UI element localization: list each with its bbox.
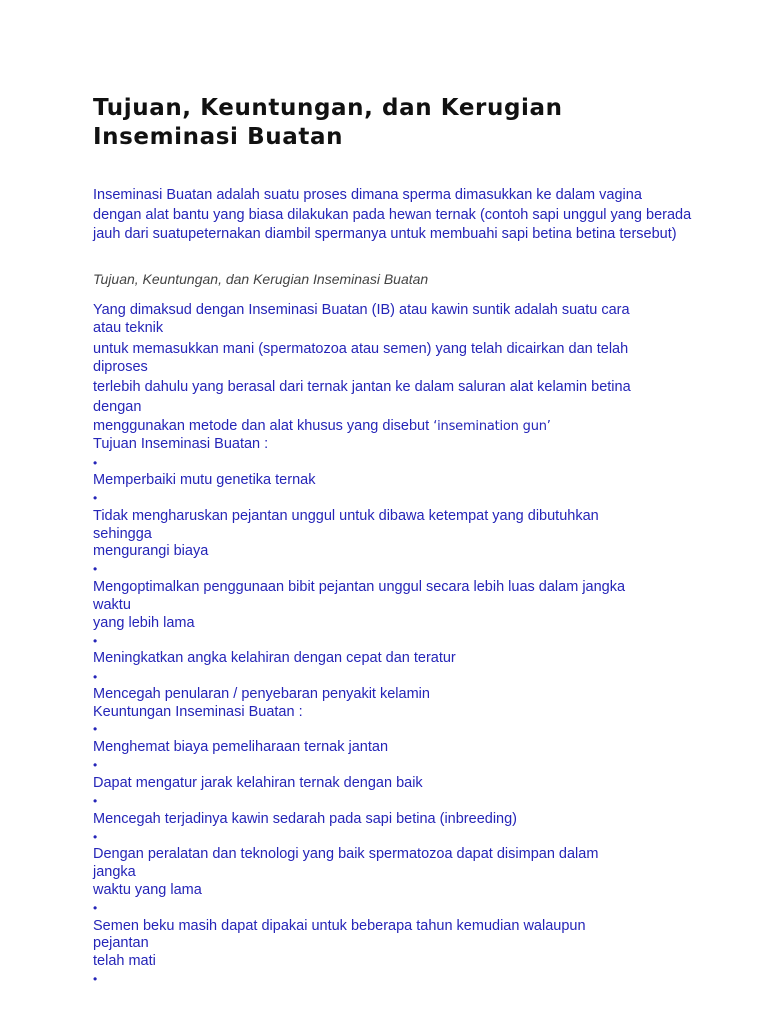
tujuan-item-line: waktu <box>93 597 131 613</box>
keuntungan-item-line: pejantan <box>93 935 149 951</box>
tujuan-item-line: Memperbaiki mutu genetika ternak <box>93 472 316 488</box>
image-caption: Tujuan, Keuntungan, dan Kerugian Inseminasi Buatan <box>93 271 429 287</box>
definition-line: dengan <box>93 399 142 415</box>
tujuan-heading: Tujuan Inseminasi Buatan : <box>93 436 269 452</box>
insemination-gun-term: ‘insemination gun’ <box>433 419 551 434</box>
keuntungan-item-line: jangka <box>93 864 136 880</box>
definition-line: terlebih dahulu yang berasal dari ternak jantan ke dalam saluran alat kelamin betina <box>93 379 631 395</box>
bullet-marker: • <box>93 794 98 808</box>
tujuan-item-line: Meningkatkan angka kelahiran dengan cepat dan teratur <box>93 650 456 666</box>
tujuan-item-line: Mencegah penularan / penyebaran penyakit kelamin <box>93 686 430 702</box>
definition-line: untuk memasukkan mani (spermatozoa atau semen) yang telah dicairkan dan telah <box>93 341 629 357</box>
definition-line-text: menggunakan metode dan alat khusus yang disebut <box>93 418 434 434</box>
tujuan-item-line: Tidak mengharuskan pejantan unggul untuk dibawa ketempat yang dibutuhkan <box>93 508 599 524</box>
keuntungan-item-line: Dapat mengatur jarak kelahiran ternak dengan baik <box>93 775 423 791</box>
tujuan-item-line: mengurangi biaya <box>93 543 209 559</box>
bullet-marker: • <box>93 562 98 576</box>
bullet-marker: • <box>93 491 98 505</box>
definition-line: diproses <box>93 359 148 375</box>
keuntungan-item-line: Semen beku masih dapat dipakai untuk beberapa tahun kemudian walaupun <box>93 918 586 934</box>
keuntungan-item-line: Dengan peralatan dan teknologi yang baik spermatozoa dapat disimpan dalam <box>93 846 599 862</box>
bullet-marker: • <box>93 722 98 736</box>
bullet-marker: • <box>93 830 98 844</box>
document-title: Tujuan, Keuntungan, dan Kerugian Inseminasi Buatan <box>93 95 563 150</box>
keuntungan-item-line: telah mati <box>93 953 156 969</box>
tujuan-item-line: sehingga <box>93 526 152 542</box>
definition-line-last <box>93 417 551 436</box>
intro-paragraph: Inseminasi Buatan adalah suatu proses dimana sperma dimasukkan ke dalam vagina dengan alat bantu yang biasa dilakukan pada hewan ternak (contoh sapi unggul yang berada jauh dari suatupeternakan diambil spermanya untuk membuahi sapi betina betina tersebut) <box>93 187 692 242</box>
definition-line: Yang dimaksud dengan Inseminasi Buatan (IB) atau kawin suntik adalah suatu cara <box>93 302 630 318</box>
bullet-marker: • <box>93 456 98 470</box>
bullet-marker: • <box>93 758 98 772</box>
bullet-marker: • <box>93 901 98 915</box>
keuntungan-heading: Keuntungan Inseminasi Buatan : <box>93 704 303 720</box>
tujuan-item-line: yang lebih lama <box>93 615 195 631</box>
keuntungan-item-line: waktu yang lama <box>93 882 202 898</box>
tujuan-item-line: Mengoptimalkan penggunaan bibit pejantan unggul secara lebih luas dalam jangka <box>93 579 626 595</box>
keuntungan-item-line: Mencegah terjadinya kawin sedarah pada sapi betina (inbreeding) <box>93 811 517 827</box>
keuntungan-item-line: Menghemat biaya pemeliharaan ternak jantan <box>93 739 389 755</box>
bullet-marker: • <box>93 670 98 684</box>
bullet-marker: • <box>93 972 98 986</box>
bullet-marker: • <box>93 634 98 648</box>
definition-line: atau teknik <box>93 320 164 336</box>
